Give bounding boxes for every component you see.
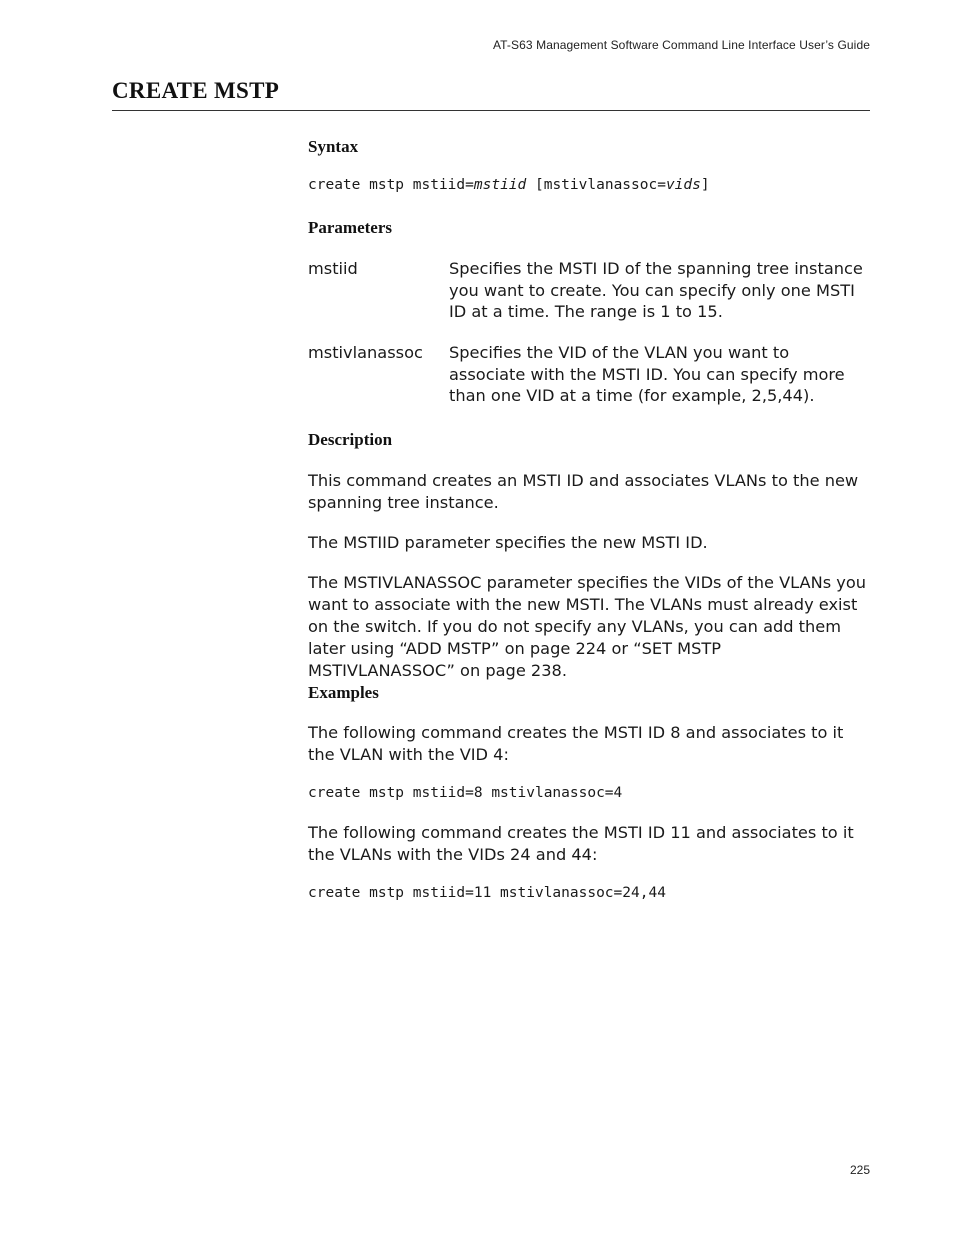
example-text: The following command creates the MSTI ID 8 and associates to it the VLAN with the VID 4: [308,723,844,764]
description-paragraph: The MSTIVLANASSOC parameter specifies the VIDs of the VLANs you want to associate with the new MSTI. The VLANs must already exist on the switch. If you do not specify any VLANs, you can add them later using “ADD MSTP” on page 224 or “SET MSTP MSTIVLANASSOC” on page 238. [308,573,867,680]
running-header: AT-S63 Management Software Command Line Interface User’s Guide [492,38,870,52]
syntax-heading: Syntax [308,137,359,156]
syntax-command-middle: [mstivlanassoc= [526,177,666,193]
page-title: CREATE MSTP [112,78,280,103]
param-name-mstivlanassoc: mstivlanassoc [308,343,423,362]
param-name-mstiid: mstiid [308,259,358,278]
description-paragraph: The MSTIID parameter specifies the new MSTI ID. [308,533,708,552]
syntax-command [308,177,710,193]
example-text: The following command creates the MSTI ID 11 and associates to it the VLANs with the VIDs 24 and 44: [308,823,854,864]
page-number: 225 [849,1163,870,1177]
syntax-command-prefix: create mstp mstiid= [308,177,474,193]
description-paragraph: This command creates an MSTI ID and associates VLANs to the new spanning tree instance. [308,471,859,512]
example-command: create mstp mstiid=8 mstivlanassoc=4 [308,785,623,801]
description-heading: Description [308,430,393,449]
example-command: create mstp mstiid=11 mstivlanassoc=24,44 [308,885,666,901]
syntax-arg-mstiid: mstiid [473,177,527,193]
syntax-arg-vids: vids [665,177,701,193]
syntax-command-suffix: ] [700,177,710,193]
title-divider [112,110,870,111]
param-description-mstivlanassoc: Specifies the VID of the VLAN you want to associate with the MSTI ID. You can specify more than one VID at a time (for example, 2,5,44). [449,343,845,405]
parameters-heading: Parameters [308,218,393,237]
param-description-mstiid: Specifies the MSTI ID of the spanning tree instance you want to create. You can specify only one MSTI ID at a time. The range is 1 to 15. [449,259,863,321]
examples-heading: Examples [308,683,379,702]
